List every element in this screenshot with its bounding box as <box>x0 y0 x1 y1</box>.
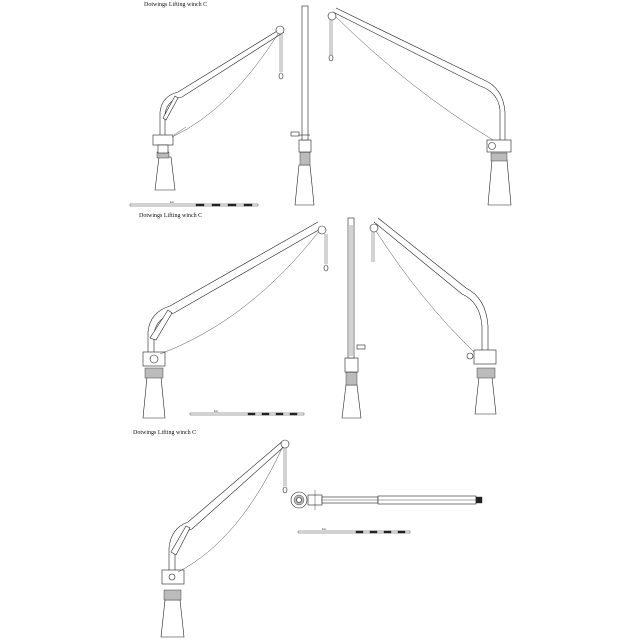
boom-outer <box>169 440 284 570</box>
boom-inner <box>175 444 287 570</box>
scale-bar-3 <box>298 527 410 533</box>
boom-outer <box>374 222 482 350</box>
crane-front-view-1 <box>291 6 314 205</box>
pedestal <box>475 377 496 414</box>
crane-plan-view <box>291 490 482 510</box>
hook <box>329 55 333 61</box>
scale-bar-1 <box>130 200 258 206</box>
hook <box>283 487 287 493</box>
winch-handle[interactable] <box>357 345 365 349</box>
boom-outer <box>160 28 282 135</box>
crane-side-view-2 <box>328 8 511 205</box>
scale-label-1: 1m <box>170 200 175 204</box>
hoist-rope <box>374 228 474 352</box>
hoist-rope <box>160 230 320 354</box>
caption-row-1: Dotwings Lifting winch C <box>144 2 208 8</box>
pedestal <box>143 377 165 418</box>
crane-side-view-4 <box>370 218 496 414</box>
boom-outer <box>148 222 318 352</box>
hook <box>324 265 328 271</box>
hoist-rope <box>172 34 278 137</box>
sheave <box>318 226 326 234</box>
boom-inner <box>154 228 322 352</box>
pedestal <box>295 165 314 205</box>
mast <box>302 6 308 140</box>
hoist-rope <box>335 16 493 140</box>
slewing-head <box>474 350 496 364</box>
crane-side-view-3 <box>143 222 328 418</box>
slewing-head <box>153 135 173 145</box>
boom-outer <box>333 12 500 140</box>
sheave <box>276 26 284 34</box>
scale-label-2: 1m <box>214 409 219 413</box>
scale-label-3: 1m <box>322 527 327 531</box>
sheave <box>281 440 289 448</box>
sheave <box>328 12 336 20</box>
pedestal <box>155 157 175 190</box>
scale-bar-2 <box>190 409 304 415</box>
hook <box>279 73 283 79</box>
boom-inner <box>165 32 284 135</box>
pedestal <box>161 600 184 637</box>
caption-row-2: Dotwings Lifting winch C <box>139 213 203 219</box>
hoist-rope <box>178 446 283 572</box>
boom-inner <box>336 8 505 140</box>
sheave <box>370 224 378 232</box>
pedestal <box>488 160 511 205</box>
mast <box>348 218 354 358</box>
winch-handle[interactable] <box>291 132 299 136</box>
caption-row-3: Dotwings Lifting winch C <box>133 430 197 436</box>
plan-boom-tip <box>476 497 482 503</box>
boom-inner <box>378 218 488 350</box>
crane-side-view-5 <box>161 440 289 637</box>
pedestal <box>342 385 361 418</box>
crane-side-view-1 <box>153 26 284 190</box>
crane-front-view-2 <box>342 218 365 418</box>
